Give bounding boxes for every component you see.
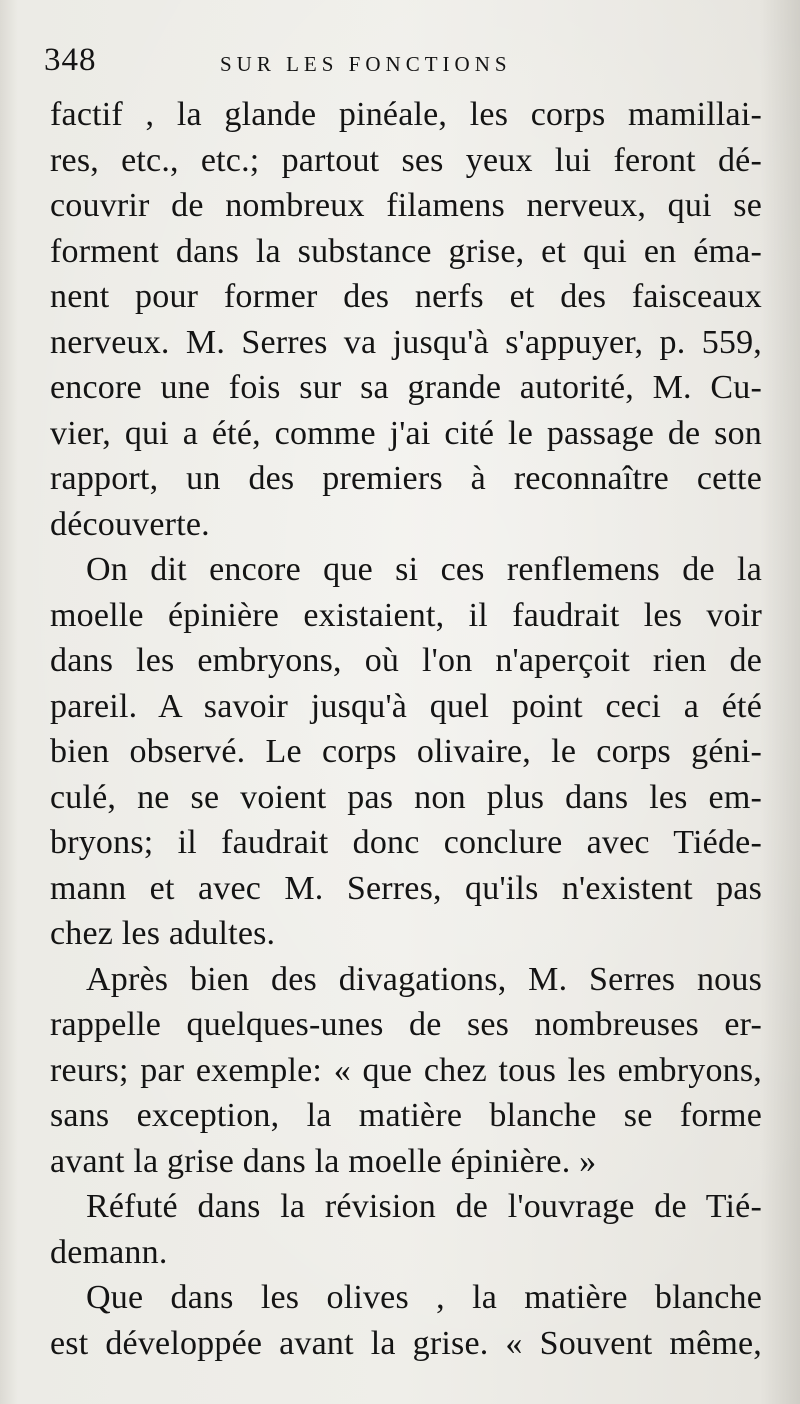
text-line: Que dans les olives , la matière blanche bbox=[86, 1279, 762, 1316]
text-line: pareil. A savoir jusqu'à quel point ceci a été bbox=[50, 687, 762, 725]
text-line: avant la grise dans la moelle épinière. » bbox=[50, 1142, 597, 1180]
text-line: est développée avant la grise. « Souvent même, bbox=[50, 1324, 762, 1362]
page-number: 348 bbox=[44, 42, 97, 78]
text-line: nerveux. M. Serres va jusqu'à s'appuyer, p. 559, bbox=[50, 323, 762, 361]
text-line: moelle épinière existaient, il faudrait les voir bbox=[50, 596, 762, 634]
text-line: Réfuté dans la révision de l'ouvrage de Tié- bbox=[86, 1188, 762, 1225]
text-line: découverte. bbox=[50, 505, 210, 543]
text-line: On dit encore que si ces renflemens de la bbox=[86, 551, 762, 588]
text-line: factif , la glande pinéale, les corps mamillai- bbox=[50, 96, 762, 133]
text-line: reurs; par exemple: « que chez tous les embryons, bbox=[50, 1051, 762, 1089]
text-line: vier, qui a été, comme j'ai cité le passage de son bbox=[50, 414, 762, 452]
text-line: Après bien des divagations, M. Serres nous bbox=[86, 960, 762, 998]
running-title: SUR LES FONCTIONS bbox=[220, 52, 512, 76]
text-line: rappelle quelques-unes de ses nombreuses er- bbox=[50, 1006, 762, 1043]
running-head bbox=[44, 42, 770, 82]
text-line: forment dans la substance grise, et qui en éma- bbox=[50, 232, 762, 270]
text-line: couvrir de nombreux filamens nerveux, qui se bbox=[50, 187, 762, 224]
text-line: bryons; il faudrait donc conclure avec Tiéde- bbox=[50, 824, 762, 861]
text-line: dans les embryons, où l'on n'aperçoit rien de bbox=[50, 642, 762, 679]
text-line: demann. bbox=[50, 1233, 168, 1271]
text-line: culé, ne se voient pas non plus dans les em- bbox=[50, 778, 762, 816]
text-line: chez les adultes. bbox=[50, 915, 276, 952]
text-line: encore une fois sur sa grande autorité, M. Cu- bbox=[50, 369, 762, 406]
body-text bbox=[50, 92, 762, 1366]
text-line: mann et avec M. Serres, qu'ils n'existent pas bbox=[50, 869, 762, 907]
text-line: rapport, un des premiers à reconnaître cette bbox=[50, 460, 762, 497]
text-line: bien observé. Le corps olivaire, le corps géni- bbox=[50, 733, 762, 770]
text-line: nent pour former des nerfs et des faisceaux bbox=[50, 278, 762, 315]
text-line: sans exception, la matière blanche se forme bbox=[50, 1097, 762, 1134]
text-line: res, etc., etc.; partout ses yeux lui feront dé- bbox=[50, 141, 762, 179]
